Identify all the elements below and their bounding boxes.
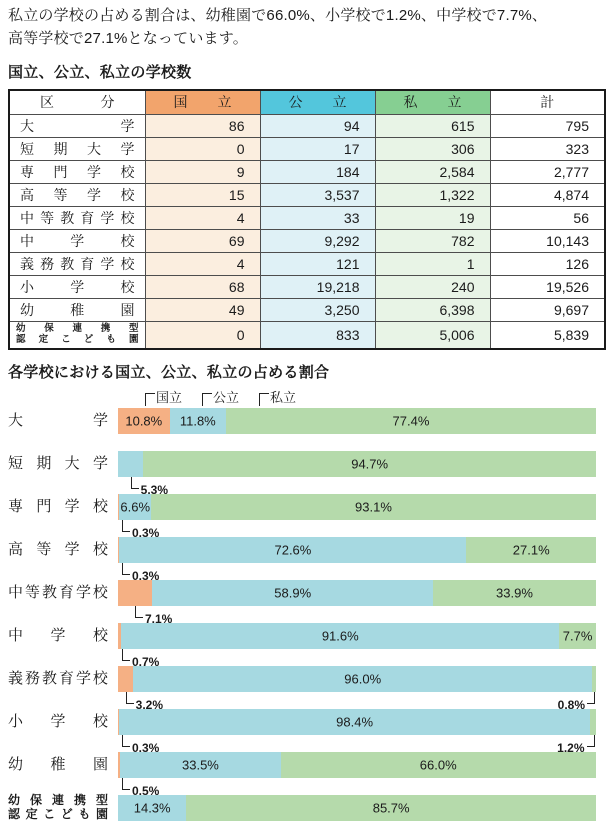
cell-total: 126 [490,253,605,276]
row-label [9,253,145,276]
char: 中 [8,584,24,602]
char: 小 [20,278,34,295]
char: 門 [36,498,52,516]
char: 教 [41,584,57,602]
chart-category-label [8,713,118,730]
cell-national: 69 [145,230,260,253]
callout-elbow-icon [122,735,130,747]
segment-label: 66.0% [419,757,457,773]
school-count-table [8,89,606,350]
char: 等 [36,541,52,559]
legend-item-2 [202,389,239,408]
char: 専 [8,498,24,516]
cell-private: 240 [375,276,490,299]
char: 高 [20,186,34,203]
char: 中 [20,209,34,226]
char: 公 [288,94,303,111]
char: 学 [64,498,80,516]
char: 短 [20,140,34,157]
char: 学 [100,209,115,226]
char: 期 [53,140,68,157]
bar-segment-public [119,494,151,520]
callout-label [126,692,165,712]
legend-bracket-icon [259,393,269,406]
chart-row [8,666,604,712]
char: 型 [95,793,108,808]
char: 立 [332,94,347,111]
cell-total: 795 [490,115,605,138]
table-row [9,230,605,253]
char: 園 [95,807,108,821]
cell-public: 9,292 [260,230,375,253]
stacked-bar [118,623,596,669]
char: 私 [403,94,418,111]
char: 携 [100,323,111,335]
cell-public: 19,218 [260,276,375,299]
char: 教 [60,209,75,226]
char: 保 [44,323,54,335]
intro-line-2: 高等学校で27.1%となっています。 [8,29,248,47]
bar-segment-private [143,451,596,477]
intro-line-1: 私立の学校の占める割合は、幼稚園で66.0%、小学校で1.2%、中学校で7.7%、 [8,7,548,24]
intro-paragraph [8,5,604,50]
char: 専 [20,163,34,180]
char: 校 [120,232,135,249]
char: 連 [72,323,82,335]
legend-label: 国立 [156,390,183,405]
table-row [9,115,605,138]
char: 校 [92,498,108,516]
bar-segment-private [433,580,595,606]
callout-label [122,778,161,798]
stacked-bar [118,494,596,540]
stacked-bar [118,580,596,626]
cell-private: 615 [375,115,490,138]
legend-item-3 [259,389,296,408]
bar-segment-public [119,709,589,735]
char: 立 [447,94,462,111]
segment-label: 6.6% [120,499,151,515]
callout-value: 5.3% [140,483,169,497]
cell-national: 68 [145,276,260,299]
chart-category-label [8,670,118,687]
char: 稚 [50,756,66,774]
cell-total: 56 [490,207,605,230]
char: 幼 [8,756,24,774]
char: 中 [20,232,34,249]
cell-national: 9 [145,161,260,184]
char: 園 [128,334,139,345]
stacked-bar [118,537,596,583]
cell-national: 4 [145,207,260,230]
table-row [9,207,605,230]
char: も [78,807,91,821]
chart-row [8,494,604,540]
cell-private: 2,584 [375,161,490,184]
char: 校 [92,541,108,559]
chart-row [8,451,604,497]
cell-total: 5,839 [490,322,605,350]
table-header [9,90,605,115]
cell-public: 94 [260,115,375,138]
cell-public: 3,250 [260,299,375,322]
char: 義 [20,255,34,272]
cell-total: 323 [490,138,605,161]
char: 大 [8,412,24,430]
char: 務 [40,255,55,272]
callout-value: 1.2% [557,741,585,755]
table-title: 国立、公立、私立の学校数 [8,64,192,81]
stacked-bar [118,795,596,821]
stacked-bar [118,709,596,755]
bar-segment-public [118,451,143,477]
char: 幼 [20,301,34,318]
cell-national: 0 [145,138,260,161]
char: ど [83,334,94,345]
char: 等 [40,209,55,226]
cell-public: 3,537 [260,184,375,207]
table-row [9,161,605,184]
table-row [9,138,605,161]
segment-label: 7.7% [562,628,593,644]
char: こ [61,334,71,345]
char: 定 [25,807,38,821]
row-label [9,184,145,207]
cell-national: 4 [145,253,260,276]
callout-elbow-icon [122,520,130,532]
callout-value: 0.5% [132,784,160,798]
bar-segment-private [590,709,596,735]
callout-value: 0.7% [132,655,160,669]
char: 教 [41,670,57,688]
char: 学 [64,541,80,559]
callout-elbow-icon [126,692,134,704]
row-label [9,230,145,253]
char: 学 [50,627,66,645]
table-row [9,253,605,276]
callout-label [135,606,174,626]
cell-private: 782 [375,230,490,253]
table-header-cell-public [260,90,375,115]
char: 稚 [70,301,85,318]
chart-row [8,623,604,669]
bar-segment-public [170,408,226,434]
char: 区 [40,94,54,111]
segment-label: 96.0% [344,671,382,687]
legend-bracket-icon [202,393,212,406]
chart-title: 各学校における国立、公立、私立の占める割合 [8,364,330,381]
chart-category-label [8,584,118,601]
callout-elbow-icon [131,477,139,489]
table-header-cell-private [375,90,490,115]
segment-label: 72.6% [274,542,312,558]
bar-segment-national [118,408,170,434]
char: 教 [60,255,75,272]
char: 学 [75,584,91,602]
char: 分 [100,94,115,111]
cell-public: 17 [260,138,375,161]
char: 校 [120,255,135,272]
char: 等 [53,186,68,203]
row-label [9,322,145,350]
cell-total: 9,697 [490,299,605,322]
chart-row [8,537,604,583]
segment-label: 14.3% [133,800,171,816]
stacked-bar [118,408,596,434]
char: 校 [92,713,108,731]
chart-row [8,408,604,434]
char: 校 [120,186,135,203]
char: 学 [70,232,85,249]
char: 校 [92,670,108,688]
char: 大 [64,455,80,473]
cell-public: 121 [260,253,375,276]
char: 学 [120,117,135,134]
stacked-bar [118,666,596,712]
char: 義 [8,670,24,688]
char: 認 [8,807,21,821]
cell-private: 5,006 [375,322,490,350]
callout-label [555,735,594,755]
cell-national: 86 [145,115,260,138]
cell-private: 19 [375,207,490,230]
char: 育 [80,209,95,226]
chart-row [8,580,604,626]
cell-public: 833 [260,322,375,350]
chart-category-label [8,455,118,472]
char: 幼 [8,793,21,808]
callout-value: 0.3% [132,526,160,540]
char: 学 [120,140,135,157]
row-label [9,207,145,230]
char: 定 [38,334,49,345]
bar-segment-public [119,537,466,563]
char: 校 [92,627,108,645]
char: 学 [100,255,115,272]
char: 国 [173,94,188,111]
char: 育 [58,584,74,602]
callout-elbow-icon [135,606,143,618]
cell-private: 1,322 [375,184,490,207]
bar-segment-public [152,580,434,606]
bar-segment-private [151,494,596,520]
char: 短 [8,455,24,473]
callout-label [122,735,161,755]
bar-segment-private [592,666,596,692]
cell-private: 6,398 [375,299,490,322]
callout-elbow-icon [122,649,130,661]
row-label [9,138,145,161]
cell-national: 15 [145,184,260,207]
chart-category-label [8,627,118,644]
char: 学 [75,670,91,688]
callout-label [122,520,161,540]
cell-total: 10,143 [490,230,605,253]
char: 学 [50,713,66,731]
callout-label [131,477,170,497]
char: 中 [8,627,24,645]
cell-public: 184 [260,161,375,184]
segment-label: 27.1% [512,542,550,558]
char: 認 [16,334,26,345]
char: 等 [24,584,40,602]
segment-label: 85.7% [372,800,410,816]
char: 型 [128,323,139,335]
char: 校 [120,278,135,295]
char: 学 [92,455,108,473]
segment-label: 11.8% [179,413,216,429]
cell-total: 2,777 [490,161,605,184]
row-label [9,276,145,299]
char: 計 [540,94,555,111]
segment-label: 33.9% [496,585,533,601]
char: 学 [87,163,101,180]
char: 校 [120,163,135,180]
bar-segment-private [559,623,596,649]
segment-label: 98.4% [336,714,374,730]
chart-row [8,752,604,798]
segment-label: 58.9% [274,585,312,601]
cell-private: 306 [375,138,490,161]
chart-row [8,709,604,755]
chart-category-label [8,794,118,822]
bar-segment-public [133,666,592,692]
stacked-bar [118,451,596,497]
char: ど [60,807,73,821]
char: 校 [120,209,135,226]
char: 小 [8,713,24,731]
legend-label: 私立 [270,390,297,405]
bar-segment-national [118,666,133,692]
char: も [106,334,116,345]
char: 期 [36,455,52,473]
bar-segment-public [118,795,186,821]
chart-rows [8,408,604,821]
segment-label: 93.1% [355,499,392,515]
char: 学 [87,186,101,203]
cell-public: 33 [260,207,375,230]
char: こ [43,807,56,821]
callout-elbow-icon [587,735,595,747]
table-row [9,299,605,322]
char: 育 [80,255,95,272]
chart-category-label [8,756,118,773]
segment-label: 94.7% [351,456,389,472]
callout-value: 3.2% [135,698,163,712]
chart-category-label [8,498,118,515]
table-header-cell-category [9,90,145,115]
callout-label [556,692,595,712]
row-label [9,115,145,138]
bar-segment-public [121,623,559,649]
callout-label [122,563,161,583]
table-header-cell-national [145,90,260,115]
char: 園 [120,301,135,318]
segment-label: 10.8% [125,413,163,429]
char: 学 [70,278,85,295]
bar-segment-public [120,752,280,778]
char: 立 [217,94,232,111]
char: 高 [8,541,24,559]
callout-elbow-icon [122,563,130,575]
bar-segment-private [186,795,596,821]
char: 務 [24,670,40,688]
char: 大 [20,117,34,134]
stacked-bar [118,752,596,798]
cell-national: 0 [145,322,260,350]
char: 幼 [16,323,26,335]
legend-item-1 [145,389,182,408]
bar-segment-private [281,752,596,778]
bar-segment-private [226,408,596,434]
bar-segment-private [466,537,596,563]
callout-value: 7.1% [144,612,173,626]
cell-total: 19,526 [490,276,605,299]
table-header-row [9,90,605,115]
callout-elbow-icon [587,692,595,704]
stacked-bar-chart [8,389,604,821]
char: 大 [87,140,101,157]
char: 連 [51,793,64,808]
char: 育 [58,670,74,688]
cell-private: 1 [375,253,490,276]
callout-value: 0.8% [557,698,585,712]
table-header-cell-total [490,90,605,115]
chart-legend [8,389,604,408]
char: 携 [73,793,86,808]
cell-national: 49 [145,299,260,322]
char: 保 [29,793,42,808]
callout-value: 0.3% [132,569,160,583]
callout-elbow-icon [122,778,130,790]
char: 校 [92,584,108,602]
cell-total: 4,874 [490,184,605,207]
segment-label: 77.4% [392,413,430,429]
table-row [9,184,605,207]
callout-value: 0.3% [132,741,160,755]
segment-label: 91.6% [321,628,359,644]
table-row [9,322,605,350]
char: 門 [53,163,68,180]
char: 園 [92,756,108,774]
row-label [9,299,145,322]
callout-label [122,649,161,669]
chart-row [8,795,604,821]
chart-category-label [8,412,118,429]
table-row [9,276,605,299]
bar-segment-national [118,580,152,606]
legend-bracket-icon [145,393,155,406]
char: 学 [92,412,108,430]
row-label [9,161,145,184]
chart-category-label [8,541,118,558]
segment-label: 33.5% [182,757,219,773]
legend-label: 公立 [213,390,240,405]
